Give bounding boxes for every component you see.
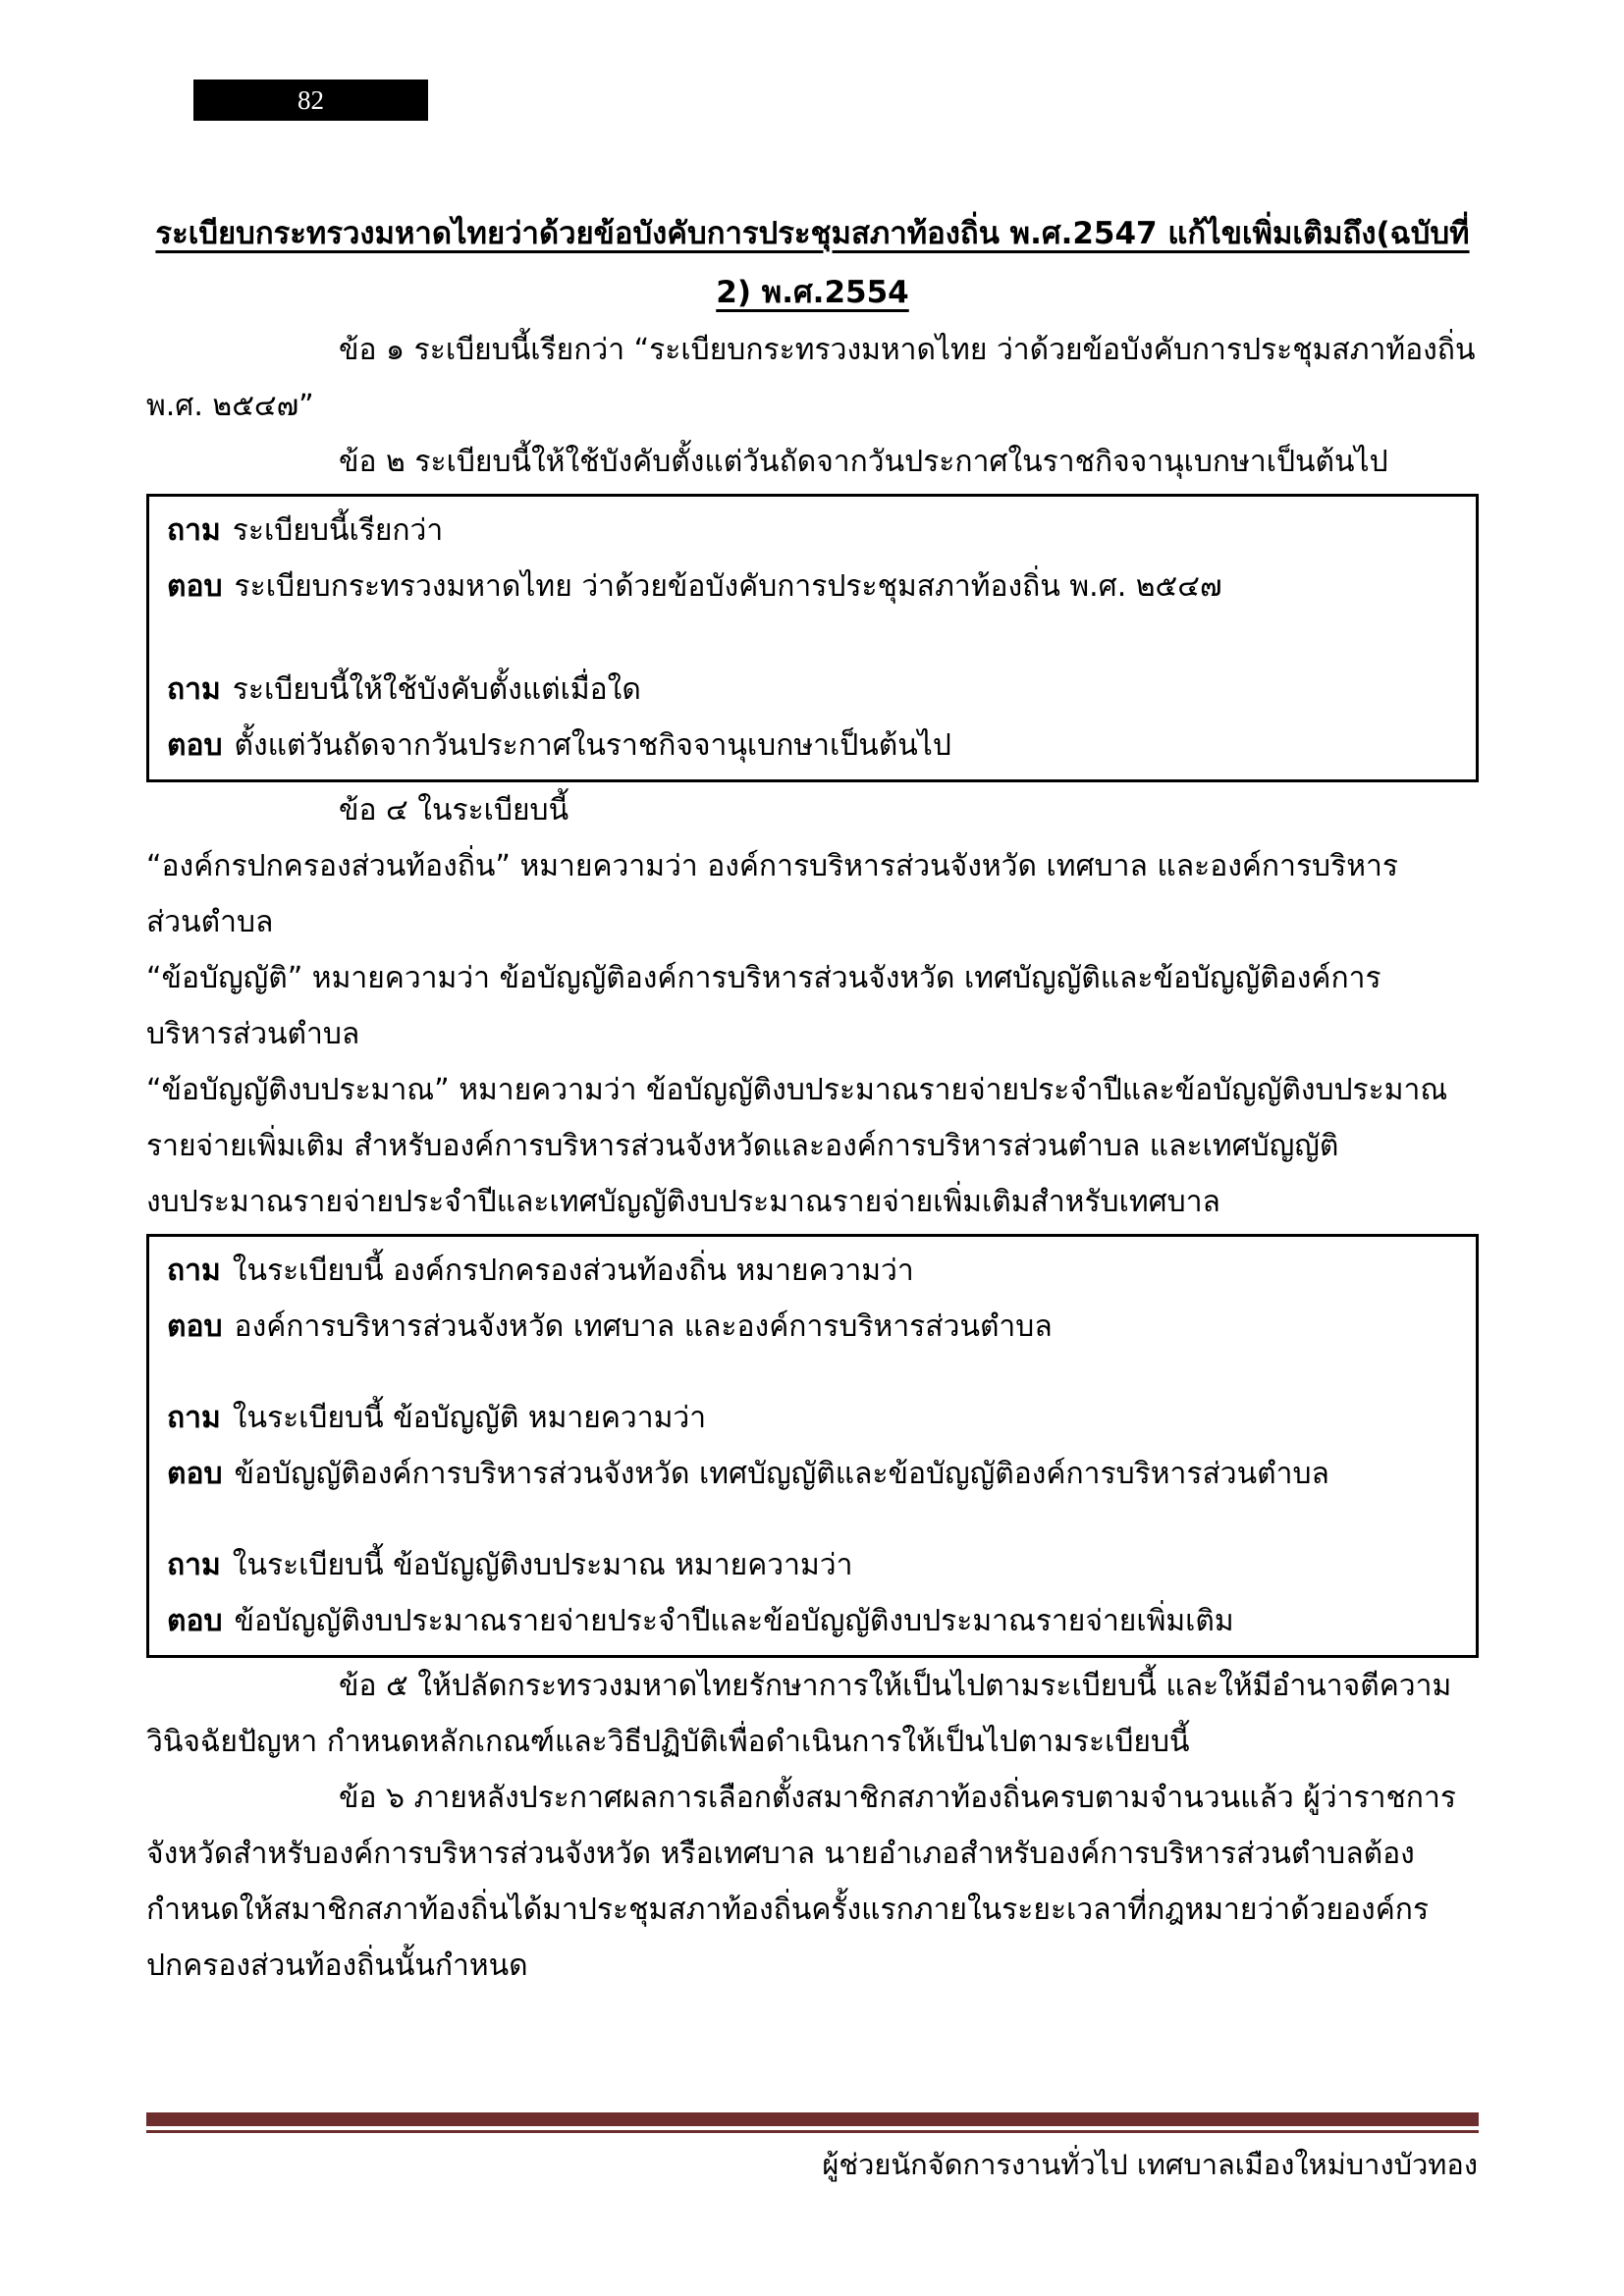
clause-2-line: ข้อ ๒ ระเบียบนี้ให้ใช้บังคับตั้งแต่วันถัดจากวันประกาศในราชกิจจานุเบกษาเป็นต้นไป xyxy=(339,445,1388,479)
title-text-2: 2) พ.ศ.2554 xyxy=(716,275,909,310)
qa2-answer-1 xyxy=(167,1299,1458,1355)
qa1-answer-2 xyxy=(167,718,1458,774)
clause-1-line-1: ข้อ ๑ ระเบียบนี้เรียกว่า “ระเบียบกระทรวงมหาดไทย ว่าด้วยข้อบังคับการประชุมสภาท้องถิ่น xyxy=(339,333,1476,367)
definition-line-4: บริหารส่วนตำบล xyxy=(146,1017,360,1051)
question-label: ถาม xyxy=(167,1401,221,1435)
answer-label: ตอบ xyxy=(167,1604,223,1638)
definition-line-1: “องค์กรปกครองส่วนท้องถิ่น” หมายความว่า องค์การบริหารส่วนจังหวัด เทศบาล และองค์การบริหาร xyxy=(146,849,1398,883)
document-title-line-2 xyxy=(146,263,1479,322)
answer-text: ตั้งแต่วันถัดจากวันประกาศในราชกิจจานุเบกษาเป็นต้นไป xyxy=(234,728,951,763)
definition-line-2: ส่วนตำบล xyxy=(146,905,274,939)
qa2-question-2 xyxy=(167,1390,1458,1446)
page-number-badge xyxy=(193,80,428,121)
clause-5-line-2: วินิจฉัยปัญหา กำหนดหลักเกณฑ์และวิธีปฏิบัติเพื่อดำเนินการให้เป็นไปตามระเบียบนี้ xyxy=(146,1725,1190,1759)
footer-rule-thin-bar xyxy=(146,2130,1479,2133)
qa2-answer-3 xyxy=(167,1593,1458,1649)
answer-text: ข้อบัญญัติองค์การบริหารส่วนจังหวัด เทศบัญญัติและข้อบัญญัติองค์การบริหารส่วนตำบล xyxy=(234,1457,1329,1491)
definition-line-5: “ข้อบัญญัติงบประมาณ” หมายความว่า ข้อบัญญัติงบประมาณรายจ่ายประจำปีและข้อบัญญัติงบประมาณ xyxy=(146,1073,1448,1107)
definition-line-7: งบประมาณรายจ่ายประจำปีและเทศบัญญัติงบประมาณรายจ่ายเพิ่มเติมสำหรับเทศบาล xyxy=(146,1185,1220,1219)
answer-text: ข้อบัญญัติงบประมาณรายจ่ายประจำปีและข้อบัญญัติงบประมาณรายจ่ายเพิ่มเติม xyxy=(234,1604,1234,1638)
clause-4-heading: ข้อ ๔ ในระเบียบนี้ xyxy=(339,793,569,828)
qa-gap xyxy=(167,1502,1458,1537)
question-text: ในระเบียบนี้ ข้อบัญญัติ หมายความว่า xyxy=(232,1401,707,1435)
page-number: 82 xyxy=(298,84,324,115)
answer-text: ระเบียบกระทรวงมหาดไทย ว่าด้วยข้อบังคับการประชุมสภาท้องถิ่น พ.ศ. ๒๕๔๗ xyxy=(234,569,1222,604)
qa1-question-1 xyxy=(167,503,1458,559)
definition-line-3: “ข้อบัญญัติ” หมายความว่า ข้อบัญญัติองค์การบริหารส่วนจังหวัด เทศบัญญัติและข้อบัญญัติองค์การ xyxy=(146,961,1381,995)
footer-divider-rule xyxy=(146,2112,1479,2133)
qa2-question-3 xyxy=(167,1537,1458,1593)
document-content xyxy=(146,204,1479,1994)
qa2-question-1 xyxy=(167,1243,1458,1299)
qa1-answer-1 xyxy=(167,559,1458,614)
question-label: ถาม xyxy=(167,1254,221,1288)
question-text: ในระเบียบนี้ องค์กรปกครองส่วนท้องถิ่น หมายความว่า xyxy=(232,1254,914,1288)
answer-text: องค์การบริหารส่วนจังหวัด เทศบาล และองค์การบริหารส่วนตำบล xyxy=(234,1309,1053,1344)
clause-6-line-4: ปกครองส่วนท้องถิ่นนั้นกำหนด xyxy=(146,1949,528,1983)
answer-label: ตอบ xyxy=(167,1309,223,1344)
qa2-answer-2 xyxy=(167,1446,1458,1502)
definition-line-6: รายจ่ายเพิ่มเติม สำหรับองค์การบริหารส่วนจังหวัดและองค์การบริหารส่วนตำบล และเทศบัญญัติ xyxy=(146,1129,1339,1163)
document-title-line-1 xyxy=(146,204,1479,263)
clause-1-line-2: พ.ศ. ๒๕๔๗” xyxy=(146,389,314,423)
qa-box-1 xyxy=(146,494,1479,782)
question-text: ในระเบียบนี้ ข้อบัญญัติงบประมาณ หมายความว่า xyxy=(232,1548,853,1582)
clause-6-line-3: กำหนดให้สมาชิกสภาท้องถิ่นได้มาประชุมสภาท้องถิ่นครั้งแรกภายในระยะเวลาที่กฎหมายว่าด้วยองค์กร xyxy=(146,1893,1430,1927)
clause-6-line-2: จังหวัดสำหรับองค์การบริหารส่วนจังหวัด หรือเทศบาล นายอำเภอสำหรับองค์การบริหารส่วนตำบลต้อง xyxy=(146,1837,1415,1871)
answer-label: ตอบ xyxy=(167,569,223,604)
qa-gap xyxy=(167,1355,1458,1390)
footer-rule-thick-bar xyxy=(146,2112,1479,2126)
answer-label: ตอบ xyxy=(167,728,223,763)
question-text: ระเบียบนี้ให้ใช้บังคับตั้งแต่เมื่อใด xyxy=(232,672,641,707)
question-label: ถาม xyxy=(167,1548,221,1582)
qa-box-2 xyxy=(146,1234,1479,1658)
qa-gap xyxy=(167,614,1458,662)
clause-6-line-1: ข้อ ๖ ภายหลังประกาศผลการเลือกตั้งสมาชิกสภาท้องถิ่นครบตามจำนวนแล้ว ผู้ว่าราชการ xyxy=(339,1781,1456,1815)
question-label: ถาม xyxy=(167,672,221,707)
question-text: ระเบียบนี้เรียกว่า xyxy=(232,513,444,548)
question-label: ถาม xyxy=(167,513,221,548)
footer-signature-text: ผู้ช่วยนักจัดการงานทั่วไป เทศบาลเมืองใหม่บางบัวทอง xyxy=(822,2148,1478,2181)
title-text-1: ระเบียบกระทรวงมหาดไทยว่าด้วยข้อบังคับการประชุมสภาท้องถิ่น พ.ศ.2547 แก้ไขเพิ่มเติมถึง(ฉบับที่ xyxy=(155,216,1470,251)
qa1-question-2 xyxy=(167,662,1458,718)
clause-5-line-1: ข้อ ๕ ให้ปลัดกระทรวงมหาดไทยรักษาการให้เป็นไปตามระเบียบนี้ และให้มีอำนาจตีความ xyxy=(339,1669,1452,1703)
answer-label: ตอบ xyxy=(167,1457,223,1491)
